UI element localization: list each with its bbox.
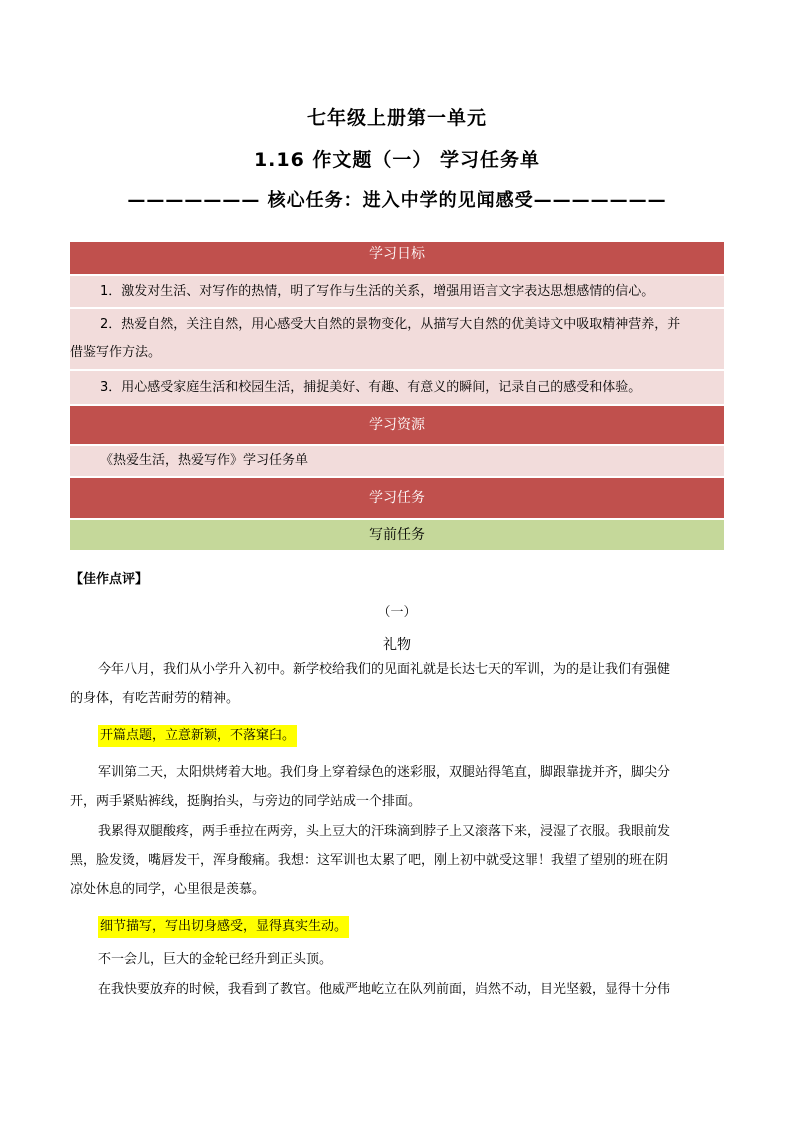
paragraph-line: 不一会儿，巨大的金轮已经升到正头顶。 (98, 952, 333, 967)
paragraph-line: 我累得双腿酸疼，两手垂拉在两旁，头上豆大的汗珠滴到脖子上又滚落下来，浸湿了衣服。我眼前发 (98, 824, 671, 839)
goal-item-2-line1: 2．热爱自然，关注自然，用心感受大自然的景物变化，从描写大自然的优美诗文中吸取精神营养，并 (100, 317, 681, 332)
pre-writing-task: 写前任务 (70, 520, 724, 550)
comment-highlight-2: 细节描写，写出切身感受，显得真实生动。 (98, 916, 349, 938)
paragraph-5 (70, 975, 724, 1004)
paragraph-1 (70, 655, 724, 713)
paragraph-line: 黑，脸发烫，嘴唇发干，浑身酸痛。我想：这军训也太累了吧，刚上初中就受这罪！我望了望别的班在阴 (70, 853, 669, 868)
paragraph-3 (70, 817, 724, 904)
section-heading: 【佳作点评】 (70, 572, 149, 587)
paragraph-line: 开，两手紧贴裤线，挺胸抬头，与旁边的同学站成一个排面。 (70, 794, 422, 809)
goal-item-2 (70, 309, 724, 369)
task-table (70, 242, 724, 550)
goal-item-3: 3．用心感受家庭生活和校园生活，捕捉美好、有趣、有意义的瞬间，记录自己的感受和体验。 (70, 371, 724, 404)
task-sheet-title: 1.16 作文题（一） 学习任务单 (253, 149, 541, 171)
paragraph-line: 的身体，有吃苦耐劳的精神。 (70, 691, 240, 706)
core-task-title: ——————— 核心任务：进入中学的见闻感受——————— (127, 190, 667, 211)
resource-item: 《热爱生活，热爱写作》学习任务单 (70, 446, 724, 476)
goal-item-2-line2: 借鉴写作方法。 (70, 345, 162, 360)
unit-title: 七年级上册第一单元 (306, 107, 487, 129)
task-header: 学习任务 (70, 478, 724, 518)
goal-item-1: 1．激发对生活、对写作的热情，明了写作与生活的关系，增强用语言文字表达思想感情的信心。 (70, 276, 724, 307)
goal-header: 学习日标 (70, 242, 724, 274)
paragraph-2 (70, 758, 724, 816)
essay-title: 礼物 (383, 637, 411, 653)
paragraph-4 (70, 945, 724, 974)
essay-number: （一） (377, 605, 417, 620)
paragraph-line: 在我快要放弃的时候，我看到了教官。他威严地屹立在队列前面，岿然不动，目光坚毅，显得十分伟 (98, 982, 671, 997)
paragraph-line: 今年八月，我们从小学升入初中。新学校给我们的见面礼就是长达七天的军训，为的是让我们有强健 (98, 662, 671, 677)
resource-header: 学习资源 (70, 406, 724, 444)
paragraph-line: 凉处休息的同学，心里很是羡慕。 (70, 882, 266, 897)
paragraph-line: 军训第二天，太阳烘烤着大地。我们身上穿着绿色的迷彩服，双腿站得笔直，脚跟靠拢并齐，脚尖分 (98, 765, 671, 780)
comment-highlight-1: 开篇点题，立意新颖，不落窠臼。 (98, 725, 297, 747)
